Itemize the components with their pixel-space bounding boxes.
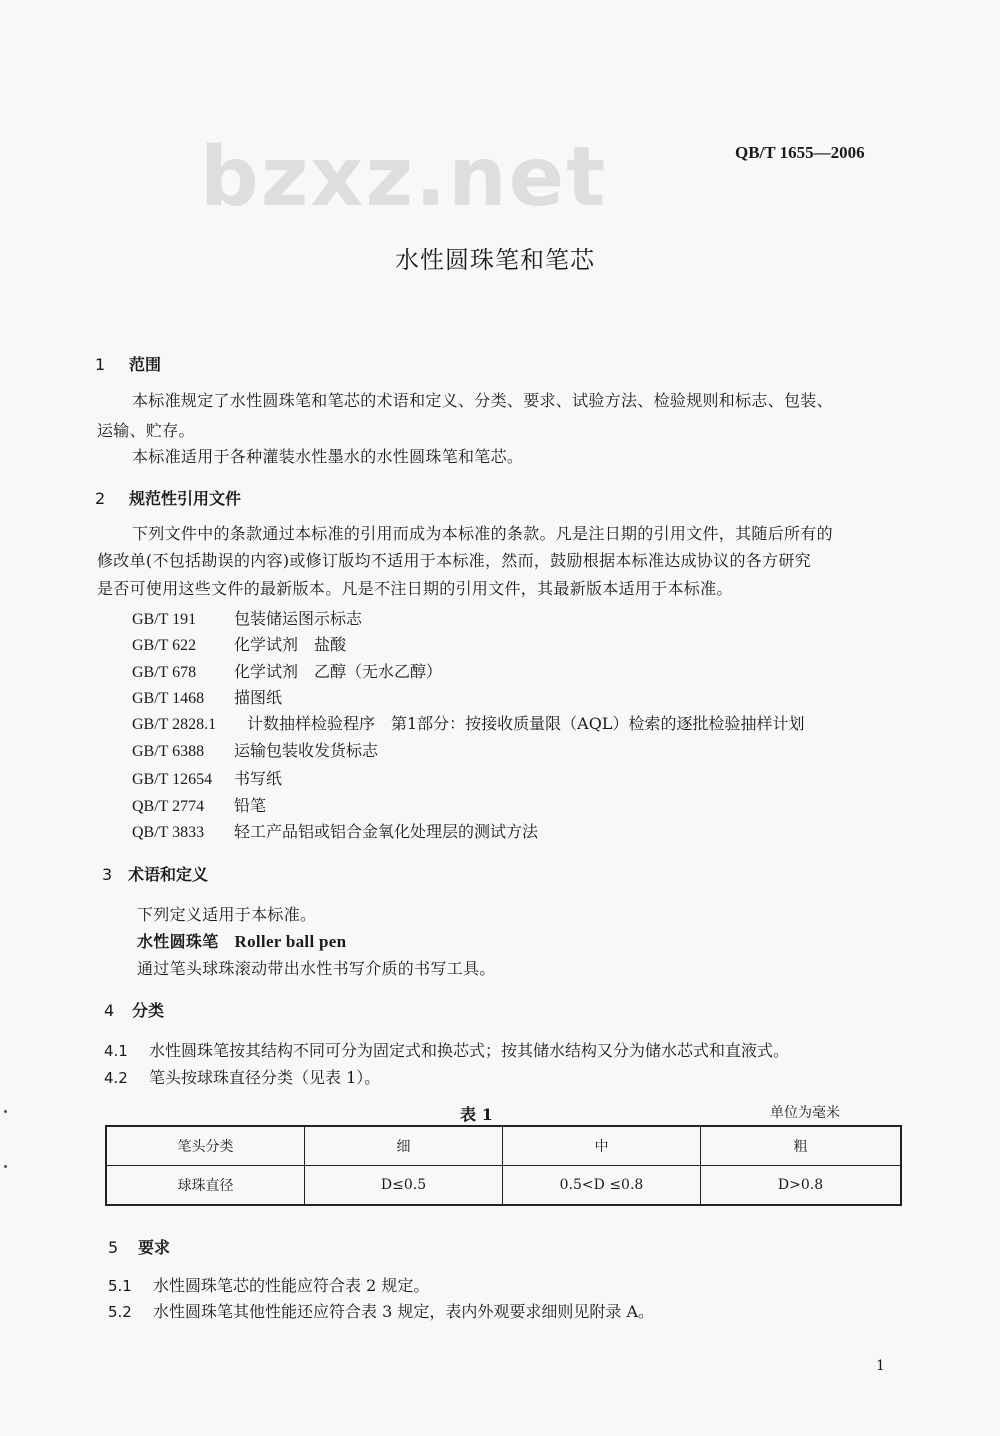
- paragraph: 下列定义适用于本标准。: [137, 905, 317, 924]
- paragraph: 本标准适用于各种灌装水性墨水的水性圆珠笔和笔芯。: [132, 447, 524, 466]
- clause-4-1: [104, 1038, 789, 1061]
- reference-item: [132, 632, 346, 655]
- clause-number: 5.1: [108, 1277, 132, 1295]
- table-cell: 粗: [701, 1126, 902, 1166]
- paragraph: 本标准规定了水性圆珠笔和笔芯的术语和定义、分类、要求、试验方法、检验规则和标志、包装、: [132, 391, 833, 410]
- table-cell: 中: [503, 1126, 701, 1166]
- section-2-heading: [95, 486, 241, 509]
- reference-title: 描图纸: [234, 688, 283, 707]
- section-1-heading: [95, 352, 161, 375]
- reference-title: 计数抽样检验程序 第1部分：按接收质量限（AQL）检索的逐批检验抽样计划: [247, 714, 805, 733]
- clause-5-2: [108, 1299, 654, 1322]
- reference-title: 化学试剂 盐酸: [234, 635, 347, 654]
- reference-item: [132, 711, 804, 734]
- clause-5-1: [108, 1273, 429, 1296]
- paragraph: 运输、贮存。: [97, 421, 195, 440]
- section-title: 范围: [129, 355, 162, 374]
- section-number: 2: [95, 489, 106, 508]
- table-cell: 球珠直径: [106, 1166, 305, 1206]
- reference-item: [132, 685, 282, 708]
- reference-item: [132, 793, 266, 816]
- term-english: Roller ball pen: [234, 932, 347, 951]
- table-cell: 0.5<D ≤0.8: [503, 1166, 701, 1206]
- scan-speck: [4, 1110, 7, 1113]
- section-number: 1: [95, 355, 106, 374]
- section-number: 3: [102, 865, 113, 884]
- paragraph: 修改单(不包括勘误的内容)或修订版均不适用于本标准，然而，鼓励根据本标准达成协议的各方研究: [97, 551, 811, 570]
- reference-code: QB/T 3833: [132, 824, 205, 841]
- section-title: 规范性引用文件: [129, 489, 242, 508]
- reference-code: GB/T 191: [132, 611, 197, 628]
- reference-title: 运输包装收发货标志: [234, 741, 379, 760]
- section-number: 5: [108, 1238, 119, 1257]
- table-cell: D>0.8: [701, 1166, 902, 1206]
- clause-text: 水性圆珠笔芯的性能应符合表 2 规定。: [153, 1276, 430, 1295]
- reference-item: [132, 819, 538, 842]
- reference-code: GB/T 678: [132, 664, 197, 681]
- table-unit: 单位为毫米: [770, 1105, 840, 1121]
- table-row: [106, 1166, 901, 1206]
- reference-item: [132, 766, 282, 789]
- section-5-heading: [108, 1235, 170, 1258]
- table-caption: 表 1: [460, 1105, 493, 1124]
- reference-item: [132, 738, 378, 761]
- definition: 通过笔头球珠滚动带出水性书写介质的书写工具。: [137, 959, 496, 978]
- clause-number: 4.2: [104, 1069, 128, 1087]
- reference-code: GB/T 1468: [132, 690, 205, 707]
- watermark: bzxz.net: [200, 130, 608, 225]
- table-cell: 笔头分类: [106, 1126, 305, 1166]
- page-title: 水性圆珠笔和笔芯: [395, 246, 595, 274]
- reference-title: 化学试剂 乙醇（无水乙醇）: [234, 662, 443, 681]
- reference-item: [132, 606, 362, 629]
- standard-number: QB/T 1655—2006: [735, 143, 865, 162]
- clause-4-2: [104, 1065, 380, 1088]
- scan-speck: [4, 1165, 7, 1168]
- reference-title: 轻工产品铝或铝合金氧化处理层的测试方法: [234, 822, 539, 841]
- term: [137, 929, 346, 952]
- reference-title: 书写纸: [234, 769, 283, 788]
- section-title: 术语和定义: [128, 865, 209, 884]
- section-number: 4: [104, 1001, 115, 1020]
- clause-number: 4.1: [104, 1042, 128, 1060]
- reference-code: GB/T 12654: [132, 771, 213, 788]
- reference-code: GB/T 622: [132, 637, 197, 654]
- table-1: [105, 1125, 902, 1206]
- reference-code: QB/T 2774: [132, 798, 205, 815]
- section-4-heading: [104, 998, 164, 1021]
- reference-title: 铅笔: [234, 796, 267, 815]
- table-header-row: [106, 1126, 901, 1166]
- paragraph: 下列文件中的条款通过本标准的引用而成为本标准的条款。凡是注日期的引用文件，其随后所有的: [132, 524, 833, 543]
- reference-title: 包装储运图示标志: [234, 609, 363, 628]
- clause-text: 水性圆珠笔按其结构不同可分为固定式和换芯式；按其储水结构又分为储水芯式和直液式。: [149, 1041, 790, 1060]
- clause-text: 水性圆珠笔其他性能还应符合表 3 规定，表内外观要求细则见附录 A。: [153, 1302, 654, 1321]
- clause-number: 5.2: [108, 1303, 132, 1321]
- term-chinese: 水性圆珠笔: [137, 932, 219, 951]
- reference-code: GB/T 2828.1: [132, 716, 217, 733]
- table-cell: 细: [305, 1126, 503, 1166]
- section-title: 分类: [132, 1001, 165, 1020]
- clause-text: 笔头按球珠直径分类（见表 1）。: [149, 1068, 381, 1087]
- page-number: 1: [876, 1358, 885, 1374]
- reference-code: GB/T 6388: [132, 743, 205, 760]
- paragraph: 是否可使用这些文件的最新版本。凡是不注日期的引用文件，其最新版本适用于本标准。: [97, 579, 733, 598]
- reference-item: [132, 659, 442, 682]
- section-3-heading: [102, 862, 208, 885]
- section-title: 要求: [138, 1238, 171, 1257]
- table-cell: D≤0.5: [305, 1166, 503, 1206]
